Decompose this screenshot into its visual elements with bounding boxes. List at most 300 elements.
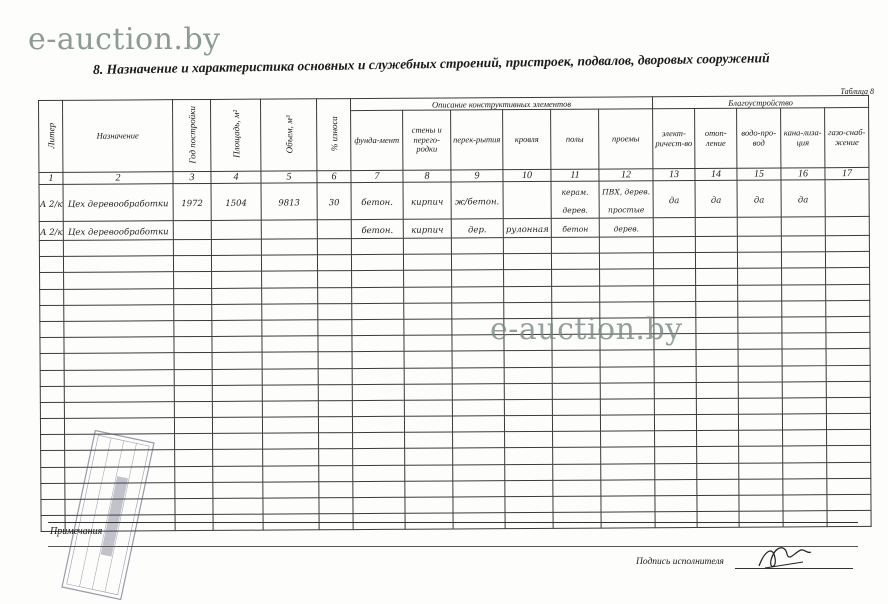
cell-purpose — [64, 385, 174, 402]
cell-openings — [599, 253, 653, 270]
cell-gas — [827, 478, 871, 494]
cell-walls — [403, 182, 451, 219]
table-body — [39, 179, 871, 531]
cell-wear — [318, 352, 352, 368]
cell-volume — [261, 183, 317, 220]
cell-heating — [697, 430, 739, 446]
handwritten-signature — [755, 540, 815, 574]
cell-text: да — [710, 195, 722, 206]
cell-foundation — [352, 303, 404, 320]
cell-purpose — [64, 369, 174, 386]
cell-foundation — [351, 238, 403, 255]
cell-heating — [696, 301, 738, 317]
cell-electric — [655, 495, 697, 511]
cell-sewer — [782, 414, 826, 430]
cell-area — [212, 417, 262, 433]
cell-wear — [317, 239, 351, 255]
cell-water — [737, 180, 781, 217]
header-purpose: Назначение — [63, 100, 173, 173]
column-number-cell: 16 — [781, 168, 825, 180]
cell-area — [212, 352, 262, 368]
cell-electric — [654, 285, 696, 301]
cell-area — [213, 466, 263, 482]
cell-foundation — [353, 465, 405, 482]
cell-foundation — [351, 254, 403, 271]
cell-water — [737, 236, 781, 252]
cell-gas — [827, 446, 871, 462]
cell-wear — [318, 271, 352, 287]
cell-walls — [404, 287, 452, 303]
cell-electric — [655, 447, 697, 463]
cell-foundation — [351, 219, 403, 238]
cell-foundation — [352, 352, 404, 369]
cell-gas — [826, 316, 870, 332]
cell-electric — [655, 479, 697, 495]
cell-volume — [263, 465, 319, 482]
cell-text: Цех деревообработки — [67, 227, 169, 238]
cell-year — [175, 466, 213, 482]
cell-roof — [504, 367, 552, 383]
cell-roof — [504, 351, 552, 367]
cell-purpose — [63, 221, 173, 241]
cell-text: ПВХ, дерев. простые — [602, 187, 651, 215]
cell-floors — [552, 367, 600, 383]
cell-floors — [551, 237, 599, 253]
cell-floors — [553, 512, 601, 528]
cell-year — [174, 418, 212, 434]
header-foundation: фунда-мент — [351, 110, 403, 170]
cell-water — [739, 479, 783, 495]
cell-year — [174, 353, 212, 369]
cell-water — [738, 301, 782, 317]
cell-liter — [40, 337, 64, 353]
cell-gas — [826, 333, 870, 349]
watermark-middle: e-auction.by — [490, 312, 683, 347]
cell-floors-over — [453, 464, 505, 481]
cell-openings — [601, 512, 655, 529]
cell-liter — [39, 221, 63, 240]
table-row — [39, 179, 869, 221]
cell-floors — [551, 253, 599, 269]
cell-openings — [600, 366, 654, 383]
cell-sewer — [783, 430, 827, 446]
cell-water — [737, 252, 781, 268]
cell-floors — [552, 383, 600, 399]
cell-floors — [553, 448, 601, 464]
cell-year — [175, 450, 213, 466]
cell-walls — [405, 481, 453, 497]
cell-heating — [696, 285, 738, 301]
cell-water — [738, 365, 782, 381]
cell-year — [173, 239, 211, 255]
cell-volume — [261, 255, 317, 272]
cell-text: бетон — [562, 224, 589, 234]
cell-roof — [503, 254, 551, 270]
cell-text: бетон. — [361, 197, 394, 209]
column-number-cell: 10 — [503, 169, 551, 181]
cell-wear — [319, 498, 353, 514]
cell-sewer — [782, 381, 826, 397]
cell-text: Цех деревообработки — [67, 199, 169, 210]
cell-wear — [318, 303, 352, 319]
cell-sewer — [783, 446, 827, 462]
cell-purpose — [64, 304, 174, 321]
cell-roof — [505, 480, 553, 496]
cell-walls — [404, 416, 452, 432]
cell-sewer — [782, 333, 826, 349]
cell-floors — [551, 181, 599, 218]
cell-text: 1972 — [181, 198, 203, 210]
cell-walls — [404, 400, 452, 416]
header-openings: проемы — [599, 109, 653, 169]
cell-electric — [655, 512, 697, 528]
cell-floors-over — [453, 448, 505, 465]
cell-roof — [503, 181, 551, 218]
cell-volume — [262, 336, 318, 353]
cell-year — [175, 482, 213, 498]
cell-electric — [654, 269, 696, 285]
cell-walls — [405, 497, 453, 513]
cell-electric — [653, 253, 695, 269]
cell-walls — [403, 219, 451, 238]
cell-text: дер. — [467, 225, 487, 236]
cell-heating — [697, 495, 739, 511]
cell-walls — [403, 238, 451, 254]
cell-water — [738, 382, 782, 398]
cell-floors-over — [452, 351, 504, 368]
cell-text: дерев. — [613, 224, 640, 234]
cell-volume — [261, 239, 317, 256]
cell-walls — [404, 303, 452, 319]
cell-walls — [404, 335, 452, 351]
cell-electric — [654, 350, 696, 366]
header-heating: отоп-ление — [695, 108, 737, 168]
cell-sewer — [781, 180, 825, 217]
buildings-table-wrapper — [38, 95, 866, 506]
cell-liter — [39, 240, 63, 256]
cell-water — [737, 217, 781, 236]
cell-walls — [404, 270, 452, 286]
header-area: Площадь, м² — [210, 99, 260, 171]
cell-purpose — [63, 240, 173, 257]
cell-openings — [600, 269, 654, 286]
cell-text: да — [797, 195, 809, 206]
cell-volume — [263, 482, 319, 499]
cell-sewer — [781, 236, 825, 252]
cell-foundation — [352, 400, 404, 417]
column-number-cell: 3 — [173, 171, 211, 183]
cell-year — [174, 320, 212, 336]
column-number-cell: 1 — [39, 172, 63, 184]
cell-sewer — [782, 317, 826, 333]
cell-year — [175, 498, 213, 514]
header-gas: газо-снаб-жение — [825, 107, 869, 167]
cell-liter — [40, 370, 64, 386]
cell-year — [174, 401, 212, 417]
cell-sewer — [782, 268, 826, 284]
cell-wear — [318, 400, 352, 416]
header-liter: Литер — [39, 100, 63, 172]
cell-area — [212, 369, 262, 385]
header-year: Год постройки — [173, 99, 211, 171]
cell-text: кирпич — [410, 197, 444, 208]
cell-liter — [40, 402, 64, 418]
cell-floors-over — [452, 367, 504, 384]
cell-walls — [404, 351, 452, 367]
cell-gas — [825, 179, 869, 216]
cell-liter — [40, 289, 64, 305]
cell-openings — [600, 382, 654, 399]
cell-wear — [319, 433, 353, 449]
column-number-cell: 17 — [825, 167, 869, 179]
cell-area — [212, 401, 262, 417]
cell-foundation — [352, 287, 404, 304]
header-electric: элект-ричест-во — [653, 108, 695, 168]
stamp-seal — [58, 430, 158, 600]
cell-wear — [319, 481, 353, 497]
cell-floors — [552, 415, 600, 431]
cell-electric — [654, 366, 696, 382]
section-title: 8. Назначение и характеристика основных и служебных строений, пристроек, подвалов, дворовых сооружений — [92, 50, 770, 77]
cell-area — [213, 482, 263, 498]
column-number-cell: 14 — [695, 168, 737, 180]
cell-floors-over — [453, 432, 505, 449]
cell-year — [174, 369, 212, 385]
cell-liter — [39, 257, 63, 273]
cell-electric — [653, 236, 695, 252]
cell-roof — [504, 286, 552, 302]
cell-volume — [262, 320, 318, 337]
cell-wear — [319, 449, 353, 465]
column-number-cell: 5 — [261, 171, 317, 183]
cell-purpose — [64, 337, 174, 354]
cell-openings — [601, 447, 655, 464]
cell-year — [174, 385, 212, 401]
cell-year — [175, 434, 213, 450]
cell-heating — [696, 350, 738, 366]
cell-text: да — [668, 196, 680, 207]
cell-year — [174, 337, 212, 353]
cell-area — [212, 320, 262, 336]
cell-heating — [695, 217, 737, 236]
column-number-cell: 6 — [317, 171, 351, 183]
cell-openings — [600, 350, 654, 367]
cell-gas — [826, 268, 870, 284]
cell-liter — [40, 321, 64, 337]
cell-gas — [826, 284, 870, 300]
cell-area — [211, 183, 261, 220]
cell-wear — [317, 183, 351, 220]
cell-area — [213, 450, 263, 466]
cell-wear — [318, 384, 352, 400]
cell-floors-over — [452, 270, 504, 287]
cell-area — [211, 255, 261, 271]
cell-text: А 2/к — [40, 227, 63, 238]
cell-purpose — [64, 272, 174, 289]
cell-sewer — [783, 495, 827, 511]
cell-gas — [826, 300, 870, 316]
cell-floors-over — [452, 383, 504, 400]
cell-water — [738, 268, 782, 284]
cell-volume — [262, 304, 318, 321]
cell-wear — [318, 320, 352, 336]
cell-heating — [696, 366, 738, 382]
cell-sewer — [782, 284, 826, 300]
cell-volume — [262, 271, 318, 288]
header-volume: Объем, м³ — [260, 99, 316, 171]
cell-openings — [600, 285, 654, 302]
cell-electric — [654, 398, 696, 414]
column-number-cell: 15 — [737, 168, 781, 180]
group-header-improvement: Благоустройство — [653, 95, 869, 108]
cell-gas — [827, 494, 871, 510]
cell-area — [212, 272, 262, 288]
cell-walls — [405, 432, 453, 448]
cell-roof — [504, 399, 552, 415]
cell-text: 9813 — [278, 198, 300, 209]
cell-year — [173, 256, 211, 272]
cell-floors-over — [452, 400, 504, 417]
column-number-cell: 8 — [403, 170, 451, 182]
cell-wear — [318, 287, 352, 303]
cell-floors — [552, 350, 600, 366]
cell-volume — [262, 352, 318, 369]
cell-text: рулонная — [505, 224, 549, 236]
cell-text: А 2/к — [39, 199, 63, 210]
cell-roof — [505, 496, 553, 512]
cell-water — [739, 430, 783, 446]
cell-text: кирпич — [411, 225, 444, 236]
cell-wear — [317, 255, 351, 271]
cell-openings — [601, 431, 655, 448]
cell-area — [213, 433, 263, 449]
cell-roof — [505, 432, 553, 448]
cell-floors — [552, 269, 600, 285]
column-number-cell: 11 — [551, 169, 599, 181]
buildings-table — [38, 95, 872, 532]
cell-year — [174, 288, 212, 304]
group-header-construction: Описание конструктивных элементов — [350, 97, 652, 111]
cell-heating — [695, 252, 737, 268]
cell-liter — [40, 273, 64, 289]
column-number-cell: 13 — [653, 168, 695, 180]
cell-foundation — [352, 368, 404, 385]
cell-wear — [319, 465, 353, 481]
cell-sewer — [783, 479, 827, 495]
cell-area — [213, 498, 263, 514]
cell-text: да — [753, 195, 765, 206]
column-number-cell: 4 — [211, 171, 261, 183]
cell-wear — [318, 336, 352, 352]
cell-walls — [405, 448, 453, 464]
cell-gas — [826, 365, 870, 381]
cell-gas — [825, 235, 869, 251]
header-water: водо-про-вод — [737, 108, 781, 168]
cell-walls — [404, 384, 452, 400]
cell-water — [739, 446, 783, 462]
cell-heating — [695, 180, 737, 217]
cell-foundation — [352, 416, 404, 433]
cell-sewer — [782, 349, 826, 365]
cell-floors — [553, 496, 601, 512]
cell-purpose — [64, 353, 174, 370]
cell-gas — [825, 252, 869, 268]
cell-foundation — [353, 449, 405, 466]
cell-sewer — [781, 252, 825, 268]
cell-purpose — [63, 184, 173, 222]
cell-foundation — [352, 384, 404, 401]
cell-roof — [505, 513, 553, 529]
cell-floors-over — [451, 182, 503, 219]
cell-floors-over — [451, 219, 503, 238]
column-number-cell: 9 — [451, 170, 503, 182]
cell-year — [174, 304, 212, 320]
cell-water — [738, 333, 782, 349]
cell-floors — [553, 480, 601, 496]
cell-gas — [826, 381, 870, 397]
cell-water — [738, 398, 782, 414]
cell-text: керам. дерев. — [561, 187, 589, 215]
cell-area — [212, 336, 262, 352]
cell-electric — [653, 180, 695, 217]
cell-text: ж/бетон. — [454, 197, 500, 208]
cell-sewer — [782, 300, 826, 316]
cell-electric — [654, 382, 696, 398]
cell-area — [212, 288, 262, 304]
cell-purpose — [64, 288, 174, 305]
cell-floors-over — [452, 286, 504, 303]
cell-volume — [263, 449, 319, 466]
cell-heating — [697, 511, 739, 527]
cell-sewer — [782, 398, 826, 414]
cell-volume — [261, 220, 317, 239]
cell-floors — [553, 431, 601, 447]
cell-roof — [504, 383, 552, 399]
cell-floors — [552, 286, 600, 302]
cell-area — [212, 385, 262, 401]
cell-openings — [600, 415, 654, 432]
cell-roof — [503, 218, 551, 237]
cell-text: бетон. — [361, 225, 394, 237]
cell-water — [738, 414, 782, 430]
cell-openings — [600, 399, 654, 416]
cell-openings — [601, 496, 655, 513]
cell-openings — [601, 463, 655, 480]
cell-floors — [553, 464, 601, 480]
cell-heating — [696, 414, 738, 430]
cell-roof — [504, 270, 552, 286]
cell-sewer — [781, 217, 825, 236]
header-roof: кровля — [503, 109, 551, 169]
cell-floors-over — [453, 480, 505, 497]
cell-wear — [318, 368, 352, 384]
cell-openings — [601, 480, 655, 497]
cell-openings — [599, 218, 653, 237]
cell-sewer — [783, 462, 827, 478]
signature-label: Подпись исполнителя — [636, 557, 724, 567]
cell-floors-over — [452, 416, 504, 433]
notes-rule-bottom — [48, 546, 858, 547]
cell-water — [738, 349, 782, 365]
cell-floors-over — [451, 238, 503, 255]
cell-foundation — [352, 319, 404, 336]
cell-electric — [654, 415, 696, 431]
cell-gas — [826, 413, 870, 429]
cell-walls — [404, 367, 452, 383]
cell-area — [211, 239, 261, 255]
cell-liter — [40, 354, 64, 370]
cell-gas — [827, 511, 871, 527]
